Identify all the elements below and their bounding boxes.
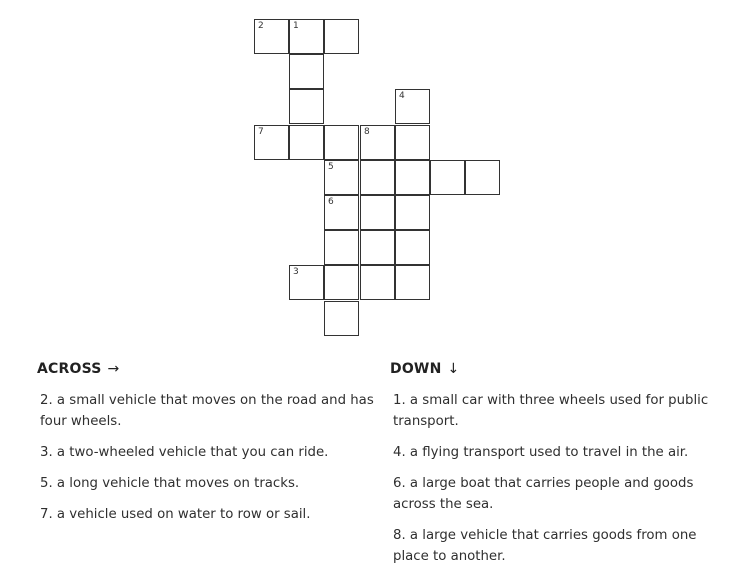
across-heading-label: ACROSS: [37, 361, 102, 377]
crossword-cell[interactable]: [360, 195, 395, 230]
crossword-cell[interactable]: [324, 230, 359, 265]
across-clue-5: 5. a long vehicle that moves on tracks.: [40, 476, 300, 491]
clue-number: 8: [364, 127, 370, 137]
crossword-cell[interactable]: [360, 125, 395, 160]
crossword-cell[interactable]: [465, 160, 500, 195]
crossword-cell[interactable]: [395, 125, 430, 160]
down-heading-label: DOWN: [390, 361, 442, 377]
right-arrow-icon: →: [107, 361, 120, 377]
crossword-cell[interactable]: [289, 19, 324, 54]
crossword-cell[interactable]: [360, 265, 395, 300]
crossword-cell[interactable]: [395, 89, 430, 124]
down-clue-8: 8. a large vehicle that carries goods from one place to another.: [393, 528, 697, 564]
clue-number: 2: [258, 21, 264, 31]
clue-number: 7: [258, 127, 264, 137]
crossword-cell[interactable]: [324, 125, 359, 160]
crossword-cell[interactable]: [395, 230, 430, 265]
across-clue-3: 3. a two-wheeled vehicle that you can ride.: [40, 445, 329, 460]
down-clues: [390, 352, 735, 577]
clue-number: 3: [293, 267, 299, 277]
crossword-cell[interactable]: [360, 230, 395, 265]
crossword-cell[interactable]: [289, 265, 324, 300]
crossword-cell[interactable]: [324, 265, 359, 300]
crossword-cell[interactable]: [324, 19, 359, 54]
across-clue-7: 7. a vehicle used on water to row or sail.: [40, 507, 311, 522]
crossword-cell[interactable]: [254, 125, 289, 160]
down-heading: [390, 360, 735, 378]
crossword-cell[interactable]: [254, 19, 289, 54]
crossword-cell[interactable]: [324, 195, 359, 230]
across-heading: [37, 360, 377, 378]
crossword-cell[interactable]: [324, 160, 359, 195]
down-arrow-icon: ↓: [447, 361, 460, 377]
down-clue-4: 4. a flying transport used to travel in the air.: [393, 445, 689, 460]
crossword-cell[interactable]: [324, 301, 359, 336]
crossword-cell[interactable]: [395, 195, 430, 230]
crossword-cell[interactable]: [430, 160, 465, 195]
down-clue-6: 6. a large boat that carries people and goods across the sea.: [393, 476, 694, 512]
crossword-cell[interactable]: [289, 125, 324, 160]
crossword-cell[interactable]: [289, 89, 324, 124]
across-clue-2: 2. a small vehicle that moves on the road and has four wheels.: [40, 393, 374, 429]
clue-number: 6: [328, 197, 334, 207]
crossword-cell[interactable]: [395, 160, 430, 195]
clue-number: 4: [399, 91, 405, 101]
across-clues: [37, 352, 377, 535]
crossword-cell[interactable]: [289, 54, 324, 89]
clue-number: 1: [293, 21, 299, 31]
crossword-cell[interactable]: [395, 265, 430, 300]
crossword-cell[interactable]: [360, 160, 395, 195]
down-clue-1: 1. a small car with three wheels used for public transport.: [393, 393, 709, 429]
clue-number: 5: [328, 162, 334, 172]
